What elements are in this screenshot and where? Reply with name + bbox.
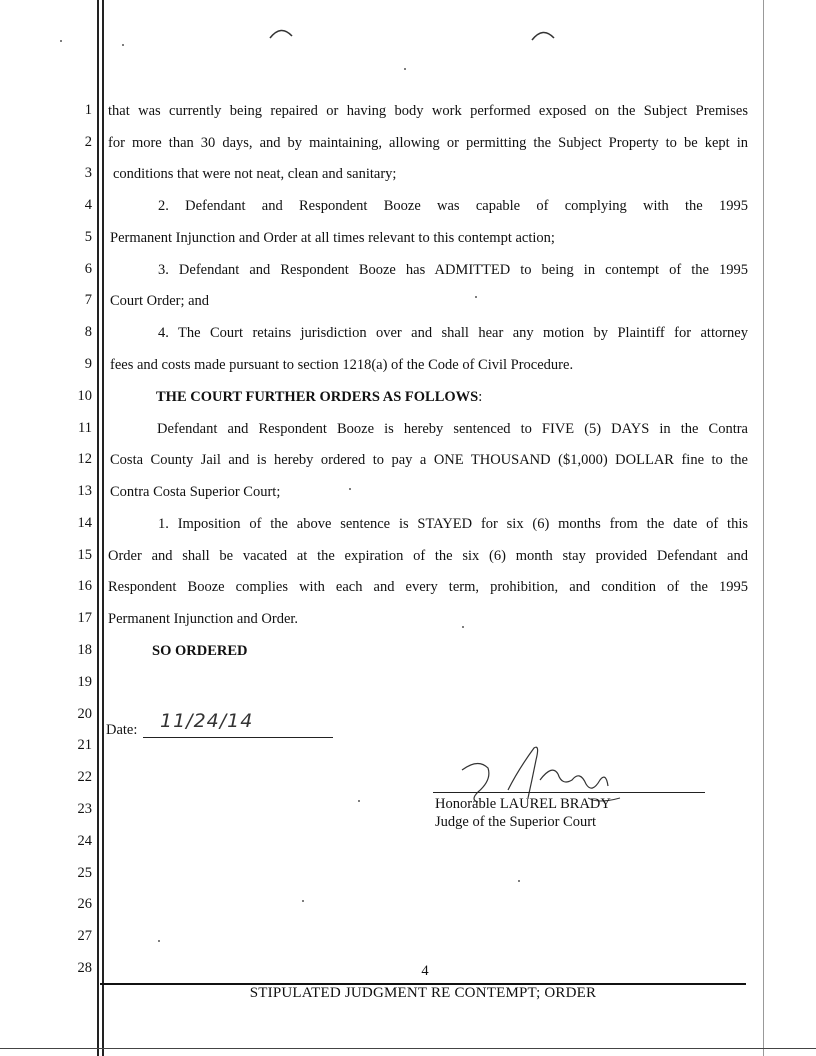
left-margin-rule-outer [97,0,99,1056]
body-line-11: Defendant and Respondent Booze is hereby sentenced to FIVE (5) DAYS in the Contra [157,421,748,437]
line-number: 17 [77,610,92,626]
line-number: 18 [77,642,92,658]
line-number: 28 [77,960,92,976]
scan-speck [158,940,160,942]
scan-speck [404,68,406,70]
judge-name: Honorable LAUREL BRADY [435,796,611,812]
scan-speck [122,44,124,46]
body-line-7: Court Order; and [110,293,210,309]
line-number: 25 [77,865,92,881]
line-number: 23 [77,801,92,817]
scan-speck [349,488,351,490]
scan-speck [518,880,520,882]
scan-speck [462,626,464,628]
scan-mark-left [268,26,294,40]
line-number: 24 [77,833,92,849]
scan-speck [302,900,304,902]
line-number: 22 [77,769,92,785]
line-number: 16 [77,578,92,594]
line-number: 10 [77,388,92,404]
line-number: 27 [77,928,92,944]
scan-speck [358,800,360,802]
line-number: 7 [84,292,92,308]
judge-title: Judge of the Superior Court [435,814,597,830]
body-line-6: 3. Defendant and Respondent Booze has ADMITTED to being in contempt of the 1995 [158,262,748,278]
further-orders-heading-text: THE COURT FURTHER ORDERS AS FOLLOWS [156,389,479,405]
line-number: 8 [84,324,92,340]
line-number: 6 [84,261,92,277]
line-number: 20 [77,706,92,722]
body-line-4: 2. Defendant and Respondent Booze was capable of complying with the 1995 [158,198,748,214]
scan-bottom-edge [0,1048,816,1049]
body-line-12: Costa County Jail and is hereby ordered to pay a ONE THOUSAND ($1,000) DOLLAR fine to the [110,452,748,468]
line-number: 15 [77,547,92,563]
line-number: 19 [77,674,92,690]
date-line [143,737,333,738]
line-number: 13 [77,483,92,499]
date-handwritten: 11/24/14 [160,710,254,732]
right-margin-rule [763,0,764,1056]
scan-mark-right [530,28,556,42]
body-line-8: 4. The Court retains jurisdiction over and shall hear any motion by Plaintiff for attorney [158,325,748,341]
line-number: 21 [77,737,92,753]
scan-speck [60,40,62,42]
body-line-14: 1. Imposition of the above sentence is STAYED for six (6) months from the date of this [158,516,748,532]
line-number: 9 [84,356,92,372]
body-line-5: Permanent Injunction and Order at all times relevant to this contempt action; [110,230,555,246]
signature-line [433,792,705,793]
left-margin-rule-inner [102,0,104,1056]
page-number: 4 [421,963,429,979]
line-number: 26 [77,896,92,912]
body-line-16: Respondent Booze complies with each and every term, prohibition, and condition of the 1995 [108,579,748,595]
body-line-9: fees and costs made pursuant to section 1218(a) of the Code of Civil Procedure. [110,357,574,373]
line-number: 5 [84,229,92,245]
body-line-1: that was currently being repaired or having body work performed exposed on the Subject Premises [108,103,748,119]
date-label: Date: [106,722,138,738]
body-line-17: Permanent Injunction and Order. [108,611,299,627]
line-number: 4 [84,197,92,213]
so-ordered: SO ORDERED [152,643,248,659]
footer-title: STIPULATED JUDGMENT RE CONTEMPT; ORDER [249,985,597,1001]
body-line-13: Contra Costa Superior Court; [110,484,281,500]
line-number: 2 [84,134,92,150]
body-line-2: for more than 30 days, and by maintaining, allowing or permitting the Subject Property to be kept in [108,135,748,151]
line-number: 14 [77,515,92,531]
body-line-3: conditions that were not neat, clean and sanitary; [113,166,397,182]
scan-speck [475,296,477,298]
line-number: 3 [84,165,92,181]
further-orders-heading-colon: : [478,389,483,405]
line-number: 12 [77,451,92,467]
line-number: 11 [78,420,92,436]
line-number: 1 [84,102,92,118]
further-orders-heading [156,388,482,406]
body-line-15: Order and shall be vacated at the expiration of the six (6) month stay provided Defendant and [108,548,748,564]
